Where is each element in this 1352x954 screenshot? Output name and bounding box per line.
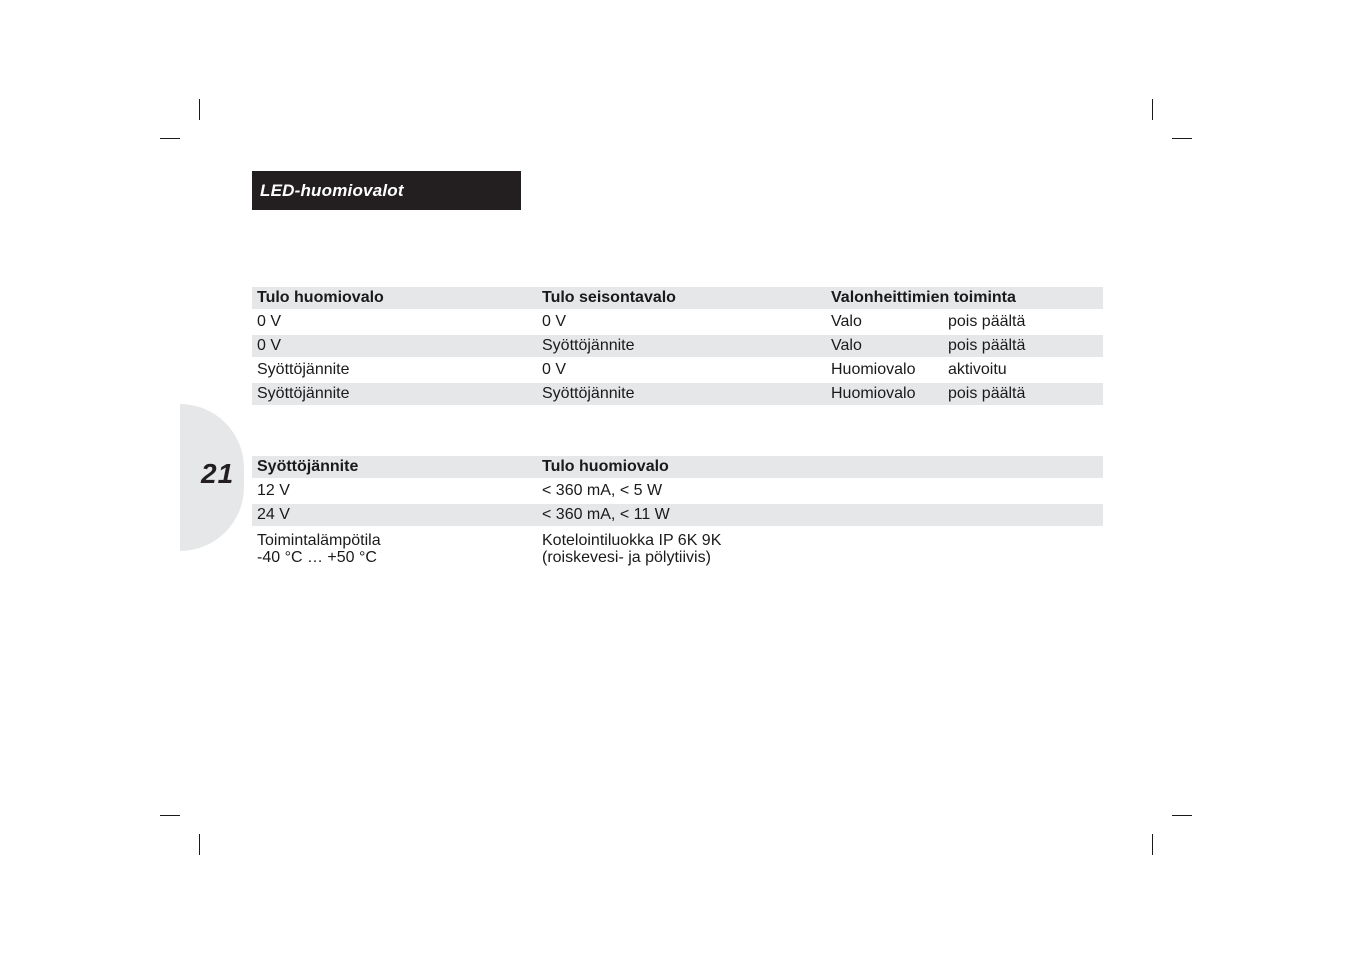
table-cell: 12 V [257, 482, 290, 499]
signal-function-table [252, 287, 1103, 405]
table-cell: 0 V [257, 313, 282, 330]
protection-class-label: Kotelointiluokka IP 6K 9K [542, 532, 722, 549]
table-cell: pois päältä [943, 383, 1103, 405]
table-row [252, 335, 1103, 357]
table-cell: Syöttöjännite [252, 383, 537, 405]
table-cell: < 360 mA, < 5 W [542, 482, 663, 499]
crop-mark-bottom-left-v [199, 834, 200, 855]
table-cell: pois päältä [943, 335, 1103, 357]
page-number: 21 [201, 458, 235, 489]
table-header-row [252, 456, 1103, 478]
crop-mark-top-right-v [1152, 99, 1153, 120]
table-cell: Syöttöjännite [537, 383, 826, 405]
table-cell: Valo [831, 313, 862, 330]
table-cell: Syöttöjännite [537, 335, 826, 357]
table-cell: < 360 mA, < 11 W [537, 504, 1103, 526]
crop-mark-top-right-h [1172, 138, 1192, 139]
protection-class-note: (roiskevesi- ja pölytiivis) [542, 549, 711, 566]
electrical-spec-table [252, 456, 1103, 566]
table-row [252, 357, 1103, 383]
crop-mark-bottom-left-h [160, 815, 180, 816]
crop-mark-top-left-h [160, 138, 180, 139]
section-title: LED-huomiovalot [252, 171, 521, 210]
operating-temp-label: Toimintalämpötila [257, 532, 381, 549]
crop-mark-top-left-v [199, 99, 200, 120]
header-cell: Tulo huomiovalo [252, 287, 537, 309]
operating-temp-range: -40 °C … +50 °C [257, 549, 377, 566]
table-cell: Huomiovalo [831, 361, 916, 378]
table-cell: aktivoitu [948, 361, 1007, 378]
table-cell: 0 V [542, 361, 567, 378]
table-row [252, 526, 1103, 566]
table-row [252, 383, 1103, 405]
header-cell: Tulo seisontavalo [537, 287, 826, 309]
header-cell: Valonheittimien toiminta [826, 287, 1103, 309]
table-cell: Valo [826, 335, 943, 357]
table-header-row [252, 287, 1103, 309]
table-cell: pois päältä [948, 313, 1026, 330]
table-row [252, 309, 1103, 335]
header-cell: Tulo huomiovalo [537, 456, 1103, 478]
crop-mark-bottom-right-v [1152, 834, 1153, 855]
table-cell [537, 526, 1103, 566]
table-cell: Huomiovalo [826, 383, 943, 405]
crop-mark-bottom-right-h [1172, 815, 1192, 816]
table-row [252, 478, 1103, 504]
table-cell: 24 V [252, 504, 537, 526]
table-cell: Syöttöjännite [257, 361, 350, 378]
table-row [252, 504, 1103, 526]
header-cell: Syöttöjännite [252, 456, 537, 478]
table-cell [252, 526, 537, 566]
table-cell: 0 V [252, 335, 537, 357]
table-cell: 0 V [542, 313, 567, 330]
